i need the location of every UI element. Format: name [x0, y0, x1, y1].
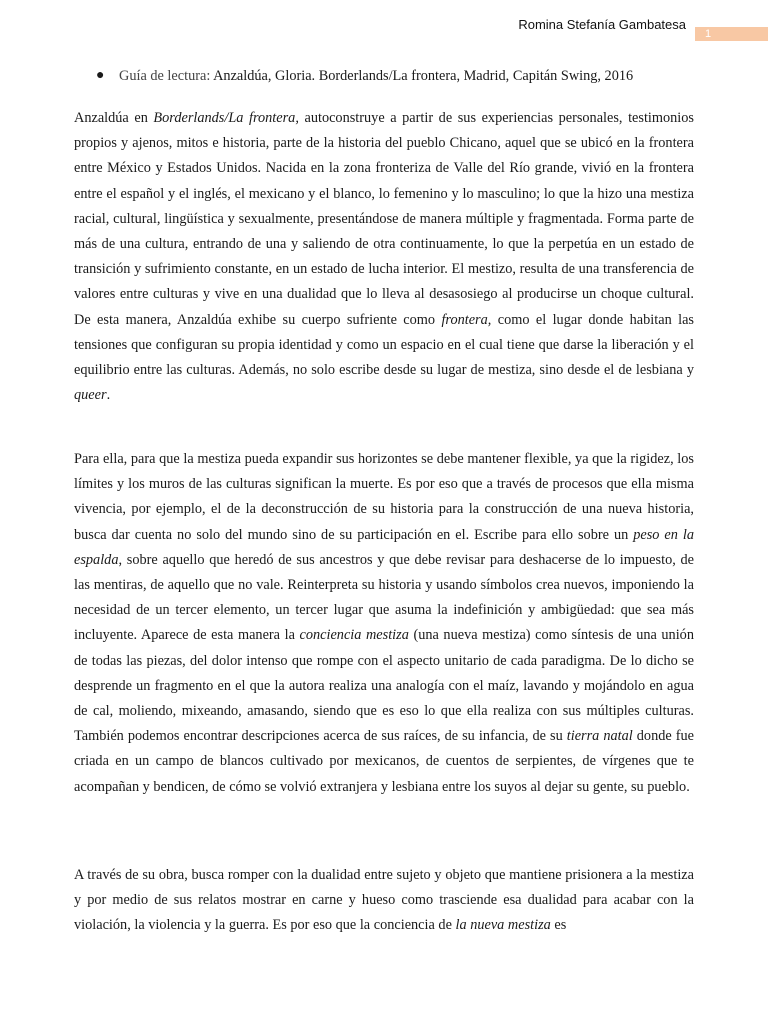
italic-run: Borderlands/La frontera,: [153, 110, 299, 126]
paragraph-2: [74, 447, 694, 800]
text-run: Anzaldúa en: [74, 110, 154, 126]
italic-run: conciencia mestiza: [299, 627, 409, 644]
text-run: .: [106, 387, 111, 404]
text-run: Para ella, para que la mestiza pueda expandir sus horizontes se debe mantener flexible, ya que la rigidez, los límites y los muros de las culturas significan la muerte. Es por eso que a través de procesos que ella misma vivencia, por ejemplo, el de la deconstrucción de su historia para la construcción de una nueva historia, busca dar cuenta no solo del mundo sino de su participación en el. Escribe para ello sobre un: [74, 451, 694, 543]
text-run: como el lugar donde habitan las tensiones que configuran su propia identidad y como un espacio en el cual tiene que darse la liberación y el equilibrio entre las culturas. Además, no solo escribe desde su lugar de mestiza, sino desde el de lesbiana y: [74, 311, 694, 379]
text-run: A través de su obra, busca romper con la dualidad entre sujeto y objeto que mantiene prisionera a la mestiza y por medio de sus relatos mostrar en carne y hueso como trasciende esa dualidad para acabar con la violación, la violencia y la guerra. Es por eso que la conciencia de: [74, 867, 694, 934]
header-author: Romina Stefanía Gambatesa: [518, 17, 686, 32]
italic-run: queer: [74, 387, 107, 404]
italic-run: frontera,: [441, 311, 492, 328]
italic-run: la nueva mestiza: [455, 917, 551, 934]
paragraph-3: [74, 863, 694, 939]
reading-guide-line: [119, 68, 633, 85]
text-run: autoconstruye a partir de sus experiencias personales, testimonios propios y ajenos, mitos e historia, parte de la historia del pueblo Chicano, aquel que se ubicó en la frontera entre México y Estados Unidos. Nacida en la zona fronteriza de Valle del Río grande, vivió en la frontera entre el español y el inglés, el mexicano y el blanco, lo femenino y lo masculino; lo que la hizo una mestiza racial, cultural, lingüística y sexualmente, presentándose de manera múltiple y fragmentada. Forma parte de más de una cultura, entrando de una y saliendo de otra continuamente, lo que la perpetúa en un estado de transición y sufrimiento constante, en un estado de lucha interior. El mestizo, resulta de una transferencia de valores entre culturas y vive en una dualidad que lo lleva al desasosiego al producirse un choque cultural. De esta manera, Anzaldúa exhibe su cuerpo sufriente como: [74, 110, 694, 328]
reading-guide-label: Guía de lectura:: [119, 68, 214, 84]
text-run: es: [550, 917, 567, 934]
italic-run: tierra natal: [566, 728, 633, 745]
text-run: , sobre aquello que heredó de sus ancestros y que debe revisar para deshacerse de lo impuesto, de las mentiras, de aquello que no vale. Reinterpreta su historia y usando símbolos crea nuevos, imponiendo la necesidad de un tercer elemento, un tercer lugar que asuma la indefinición y ambigüedad: que sea más incluyente. Aparece de esta manera la: [74, 551, 694, 644]
reading-guide-reference: Anzaldúa, Gloria. Borderlands/La frontera, Madrid, Capitán Swing, 2016: [213, 68, 634, 84]
page-number: 1: [695, 27, 768, 41]
text-run: donde fue criada en un campo de blancos cultivado por mexicanos, de cuentos de serpientes, de vírgenes que te acompañan y bendicen, de cómo se volvió extranjera y lesbiana entre los suyos al dejar su gente, su pueblo.: [74, 728, 694, 795]
bullet-icon: ●: [96, 68, 105, 83]
text-run: (una nueva mestiza) como síntesis de una unión de todas las piezas, del dolor intenso que rompe con el aspecto unitario de cada paradigma. De lo dicho se desprende un fragmento en el que la autora realiza una analogía con el maíz, lavando y mojándolo en agua de cal, moliendo, mixeando, amasando, siendo que es eso lo que ella realiza con sus múltiples culturas. También podemos encontrar descripciones acerca de sus raíces, de su infancia, de su: [74, 627, 694, 745]
italic-run: peso en la espalda: [74, 526, 694, 568]
paragraph-1: [74, 106, 694, 408]
